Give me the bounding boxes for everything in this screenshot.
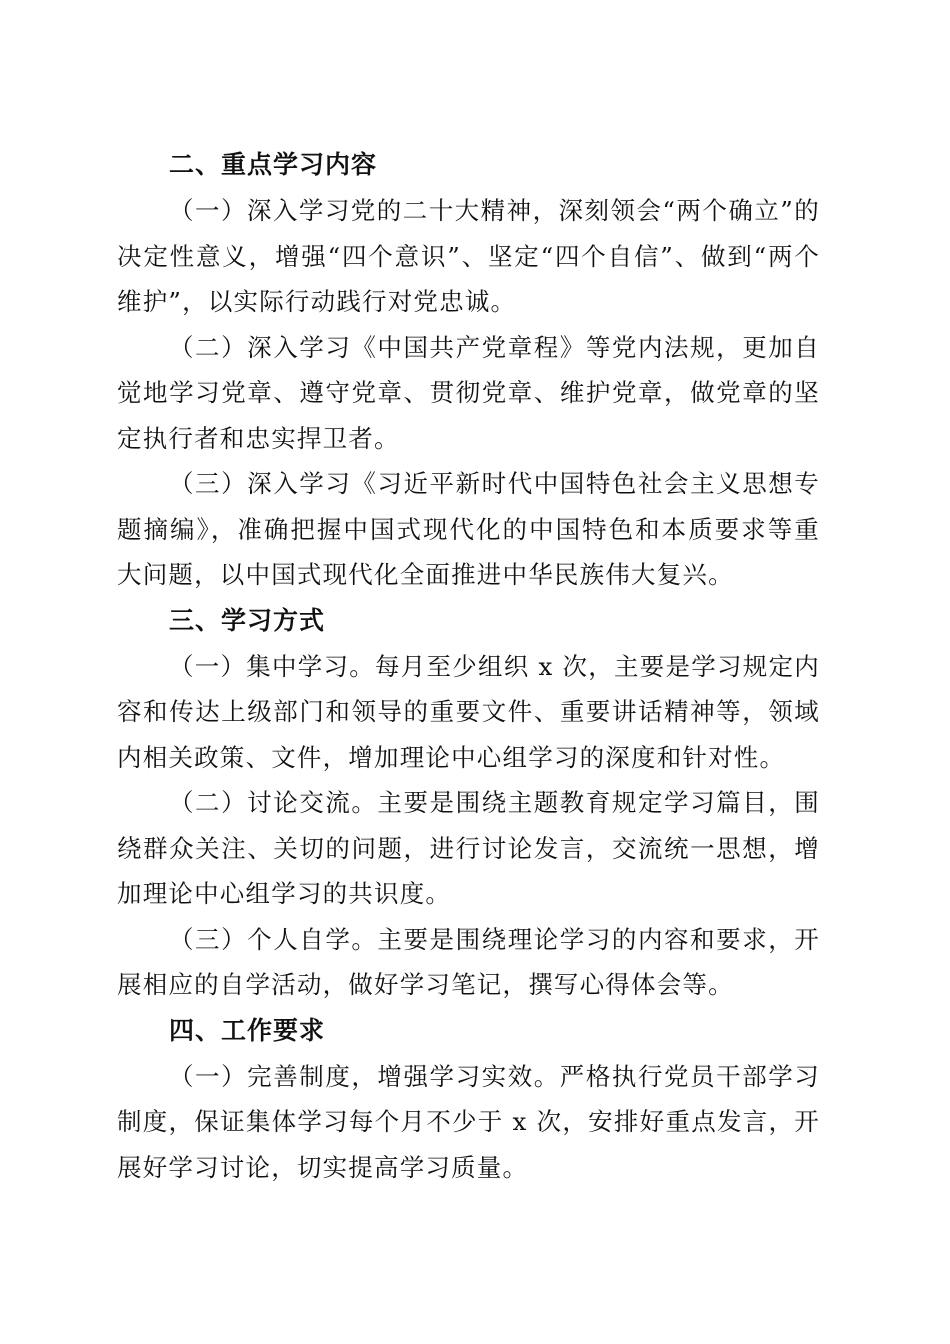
paragraph: （二）讨论交流。主要是围绕主题教育规定学习篇目，围绕群众关注、关切的问题，进行讨论发言，交流统一思想，增加理论中心组学习的共识度。 [117, 788, 820, 908]
paragraph: （一）集中学习。每月至少组织 x 次，主要是学习规定内容和传达上级部门和领导的重要文件、重要讲话精神等，领域内相关政策、文件，增加理论中心组学习的深度和针对性。 [117, 651, 820, 772]
paragraph: （三）深入学习《习近平新时代中国特色社会主义思想专题摘编》，准确把握中国式现代化的中国特色和本质要求等重大问题，以中国式现代化全面推进中华民族伟大复兴。 [117, 469, 820, 589]
paragraph: （三）个人自学。主要是围绕理论学习的内容和要求，开展相应的自学活动，做好学习笔记，撰写心得体会等。 [117, 924, 820, 999]
section-key-content [117, 142, 820, 598]
section-heading: 三、学习方式 [169, 605, 326, 635]
section-heading: 二、重点学习内容 [169, 150, 378, 179]
paragraph: （二）深入学习《中国共产党章程》等党内法规，更加自觉地学习党章、遵守党章、贯彻党章、维护党章，做党章的坚定执行者和忠实捍卫者。 [117, 332, 820, 453]
section-heading: 四、工作要求 [169, 1015, 326, 1045]
paragraph: （一）深入学习党的二十大精神，深刻领会“两个确立”的决定性意义，增强“四个意识”、坚定“四个自信”、做到“两个维护”，以实际行动践行对党忠诚。 [117, 196, 820, 316]
document-page [117, 142, 820, 1190]
paragraph: （一）完善制度，增强学习实效。严格执行党员干部学习制度，保证集体学习每个月不少于 x 次，安排好重点发言，开展好学习讨论，切实提高学习质量。 [117, 1061, 820, 1182]
section-work-requirements [117, 1008, 820, 1191]
section-study-methods [117, 598, 820, 1008]
